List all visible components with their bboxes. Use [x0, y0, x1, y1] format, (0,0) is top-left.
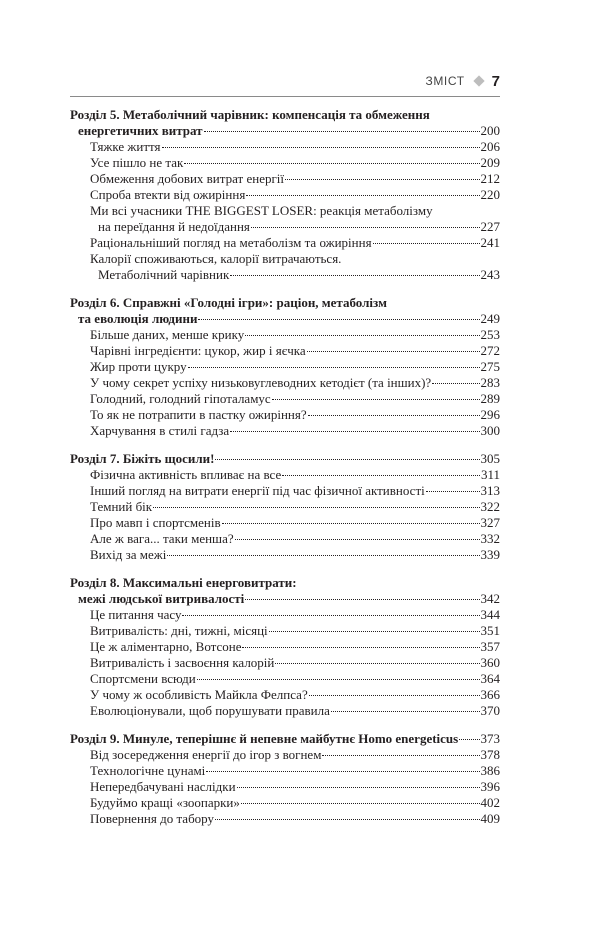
section-title-line	[70, 763, 500, 779]
section-title-line	[70, 423, 500, 439]
page-ref: 357	[480, 639, 500, 654]
section-title-line	[70, 515, 500, 531]
section-title-line	[70, 219, 500, 235]
page-ref: 200	[480, 123, 500, 138]
entry-text: Більше даних, менше крику	[90, 327, 245, 342]
page-ref: 283	[480, 375, 500, 390]
page-ref: 344	[480, 607, 500, 622]
page-ref: 351	[480, 623, 500, 638]
leader-dots	[153, 506, 479, 508]
section-title-line	[70, 639, 500, 655]
entry-text: та еволюція людини	[78, 311, 198, 326]
entry-text: Усе пішло не так	[90, 155, 184, 170]
chapter-title-line	[70, 311, 500, 327]
page-ref: 243	[480, 267, 500, 282]
page-ref: 360	[480, 655, 500, 670]
page-ref: 253	[480, 327, 500, 342]
leader-dots	[241, 802, 480, 804]
section-title-line	[70, 703, 500, 719]
page-ref: 300	[480, 423, 500, 438]
entry-text: Жир проти цукру	[90, 359, 187, 374]
chapter-title-line	[70, 591, 500, 607]
entry-text: Розділ 6. Справжні «Голодні ігри»: раціон, метаболізм	[70, 295, 387, 310]
entry-text: Чарівні інгредієнти: цукор, жир і яєчка	[90, 343, 306, 358]
leader-dots	[282, 474, 480, 476]
header-rule	[70, 96, 500, 97]
leader-dots	[272, 398, 480, 400]
entry-text: У чому секрет успіху низьковуглеводних кетодієт (та інших)?	[90, 375, 432, 390]
page-ref: 409	[480, 811, 500, 826]
page-ref: 227	[480, 219, 500, 234]
entry-text: Вихід за межі	[90, 547, 167, 562]
chapter-title-line	[70, 123, 500, 139]
entry-text: Тяжке життя	[90, 139, 161, 154]
chapter-block	[70, 295, 500, 439]
section-title-line	[70, 623, 500, 639]
page-ref: 378	[480, 747, 500, 762]
section-title-line	[70, 187, 500, 203]
leader-dots	[308, 414, 480, 416]
leader-dots	[204, 130, 480, 132]
section-title-line	[70, 531, 500, 547]
entry-text: Розділ 5. Метаболічний чарівник: компенсація та обмеження	[70, 107, 430, 122]
section-title-line	[70, 779, 500, 795]
running-header	[70, 72, 500, 90]
leader-dots	[184, 162, 479, 164]
entry-text: Розділ 8. Максимальні енерговитрати:	[70, 575, 297, 590]
leader-dots	[230, 274, 479, 276]
chapter-title-line	[70, 451, 500, 467]
chapter-title-line	[70, 295, 500, 311]
page-ref: 370	[480, 703, 500, 718]
page-ref: 275	[480, 359, 500, 374]
leader-dots	[307, 350, 480, 352]
leader-dots	[222, 522, 480, 524]
leader-dots	[167, 554, 479, 556]
section-title-line	[70, 655, 500, 671]
leader-dots	[242, 646, 479, 648]
leader-dots	[432, 382, 479, 384]
leader-dots	[237, 786, 480, 788]
entry-text: У чому ж особливість Майкла Фелпса?	[90, 687, 308, 702]
leader-dots	[322, 754, 479, 756]
section-title-line	[70, 267, 500, 283]
section-title-line	[70, 203, 500, 219]
header-title: ЗМІСТ	[425, 74, 465, 88]
section-title-line	[70, 375, 500, 391]
entry-text: Повернення до табору	[90, 811, 215, 826]
chapter-title-line	[70, 575, 500, 591]
section-title-line	[70, 795, 500, 811]
leader-dots	[275, 662, 479, 664]
page-ref: 249	[480, 311, 500, 326]
page-ref: 386	[480, 763, 500, 778]
diamond-ornament-icon	[473, 75, 484, 86]
page-ref: 272	[480, 343, 500, 358]
entry-text: Калорії споживаються, калорії витрачаються.	[90, 251, 342, 266]
page-ref: 313	[480, 483, 500, 498]
page-ref: 206	[480, 139, 500, 154]
page-ref: 305	[480, 451, 500, 466]
entry-text: Непередбачувані наслідки	[90, 779, 236, 794]
page-ref: 339	[480, 547, 500, 562]
page-ref: 289	[480, 391, 500, 406]
entry-text: Еволюціонували, щоб порушувати правила	[90, 703, 330, 718]
leader-dots	[246, 194, 479, 196]
page-ref: 220	[480, 187, 500, 202]
page-ref: 342	[480, 591, 500, 606]
page-ref: 364	[480, 671, 500, 686]
leader-dots	[245, 598, 479, 600]
section-title-line	[70, 343, 500, 359]
leader-dots	[426, 490, 480, 492]
chapter-block	[70, 107, 500, 283]
leader-dots	[331, 710, 480, 712]
page-ref: 366	[480, 687, 500, 702]
leader-dots	[198, 318, 479, 320]
section-title-line	[70, 499, 500, 515]
section-title-line	[70, 171, 500, 187]
section-title-line	[70, 687, 500, 703]
entry-text: Раціональніший погляд на метаболізм та ожиріння	[90, 235, 372, 250]
entry-text: Спортсмени всюди	[90, 671, 196, 686]
section-title-line	[70, 467, 500, 483]
entry-text: Темний бік	[90, 499, 153, 514]
section-title-line	[70, 547, 500, 563]
page-ref: 396	[480, 779, 500, 794]
leader-dots	[309, 694, 480, 696]
entry-text: Фізична активність впливає на все	[90, 467, 282, 482]
entry-text: Від зосередження енергії до ігор з вогнем	[90, 747, 322, 762]
entry-text: межі людської витривалості	[78, 591, 245, 606]
section-title-line	[70, 251, 500, 267]
page-ref: 209	[480, 155, 500, 170]
section-title-line	[70, 155, 500, 171]
section-title-line	[70, 747, 500, 763]
entry-text: Розділ 7. Біжіть щосили!	[70, 451, 215, 466]
chapter-block	[70, 451, 500, 563]
leader-dots	[245, 334, 479, 336]
section-title-line	[70, 359, 500, 375]
entry-text: Це ж аліментарно, Вотсоне	[90, 639, 242, 654]
leader-dots	[269, 630, 480, 632]
leader-dots	[197, 678, 480, 680]
leader-dots	[215, 818, 479, 820]
leader-dots	[188, 366, 480, 368]
entry-text: Обмеження добових витрат енергії	[90, 171, 285, 186]
leader-dots	[251, 226, 480, 228]
section-title-line	[70, 139, 500, 155]
leader-dots	[215, 458, 479, 460]
leader-dots	[182, 614, 479, 616]
leader-dots	[162, 146, 480, 148]
entry-text: Про мавп і спортсменів	[90, 515, 221, 530]
page-ref: 311	[480, 467, 500, 482]
section-title-line	[70, 235, 500, 251]
leader-dots	[459, 738, 479, 740]
page-number: 7	[491, 72, 500, 90]
page-ref: 322	[480, 499, 500, 514]
entry-text: Інший погляд на витрати енергії під час фізичної активності	[90, 483, 425, 498]
chapter-block	[70, 731, 500, 827]
section-title-line	[70, 607, 500, 623]
entry-text: Будуймо кращі «зоопарки»	[90, 795, 240, 810]
chapter-title-line	[70, 731, 500, 747]
page-ref: 241	[480, 235, 500, 250]
entry-text: Ми всі учасники THE BIGGEST LOSER: реакція метаболізму	[90, 203, 433, 218]
section-title-line	[70, 391, 500, 407]
entry-text: на переїдання й недоїдання	[98, 219, 250, 234]
section-title-line	[70, 811, 500, 827]
page-ref: 402	[480, 795, 500, 810]
page-ref: 327	[480, 515, 500, 530]
section-title-line	[70, 483, 500, 499]
entry-text: Але ж вага... таки менша?	[90, 531, 234, 546]
section-title-line	[70, 327, 500, 343]
entry-text: То як не потрапити в пастку ожиріння?	[90, 407, 307, 422]
page-ref: 332	[480, 531, 500, 546]
chapter-block	[70, 575, 500, 719]
entry-text: Спроба втекти від ожиріння	[90, 187, 246, 202]
entry-text: Витривалість і засвоєння калорій	[90, 655, 275, 670]
entry-text: Це питання часу	[90, 607, 182, 622]
entry-text: Розділ 9. Минуле, теперішнє й непевне майбутнє Homo energeticus	[70, 731, 459, 746]
page-ref: 212	[480, 171, 500, 186]
entry-text: Технологічне цунамі	[90, 763, 206, 778]
entry-text: енергетичних витрат	[78, 123, 203, 138]
leader-dots	[285, 178, 479, 180]
page-ref: 296	[480, 407, 500, 422]
table-of-contents	[70, 107, 500, 839]
entry-text: Голодний, голодний гіпоталамус	[90, 391, 271, 406]
chapter-title-line	[70, 107, 500, 123]
leader-dots	[373, 242, 480, 244]
entry-text: Метаболічний чарівник	[98, 267, 230, 282]
section-title-line	[70, 671, 500, 687]
leader-dots	[235, 538, 480, 540]
entry-text: Харчування в стилі гадза	[90, 423, 230, 438]
leader-dots	[206, 770, 479, 772]
section-title-line	[70, 407, 500, 423]
entry-text: Витривалість: дні, тижні, місяці	[90, 623, 268, 638]
page-ref: 373	[480, 731, 500, 746]
leader-dots	[230, 430, 479, 432]
